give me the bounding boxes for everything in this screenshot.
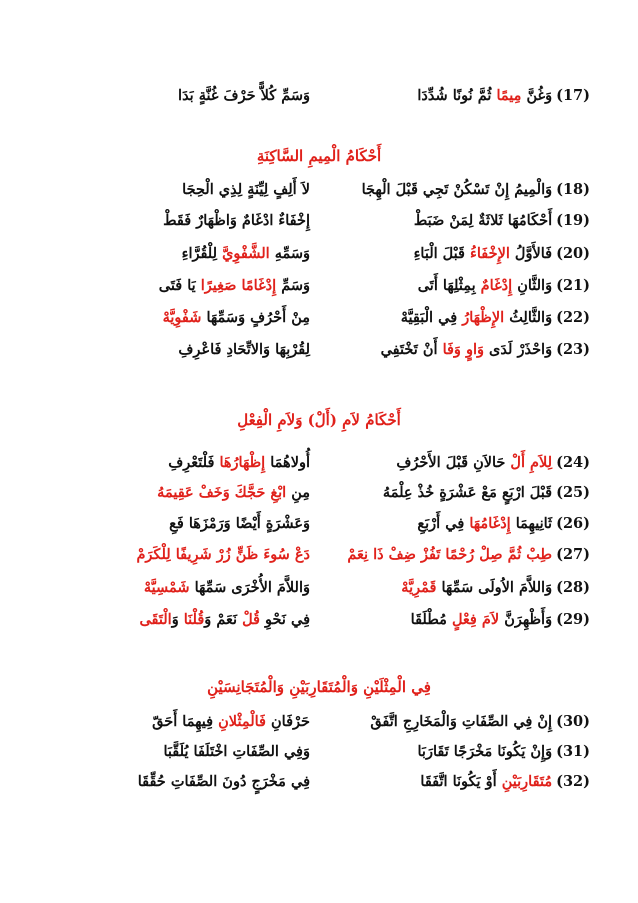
verse-text: يَا فَتَى [158,277,201,294]
verse-text: بِمِثْلِهَا أَتَى [417,277,481,294]
verse-number: (19) [556,212,590,229]
verse-18-first-half [325,180,590,200]
verse-27-second-half [48,545,310,565]
verse-highlight: وَاوٍ وَفَا [442,341,484,358]
verse-31-second-half: وَفِي الصِّفَاتِ اخْتَلَفَا يُلَقَّبَا [163,743,310,760]
verse-31-first-half [325,742,590,762]
verse-highlight: قُلْنَا [183,611,205,628]
verse-highlight: مُتَقَارِبَيْنِ [501,773,553,790]
verse-text: حَالاَنِ قَبْلَ الأَحْرُفِ [396,454,511,471]
verse-highlight: فَالْمِثْلانِ [218,713,266,730]
verse-text: مِنْ أَحْرُفٍ وَسَمِّهَا [201,309,310,326]
section-title-lam-al: أَحْكَامُ لاَمِ (أَلْ) وَلاَمِ الْفِعْلِ [237,411,401,429]
verse-text: وَغُنَّ [521,87,553,104]
verse-highlight: الإِظْهَارُ [462,309,505,326]
verse-text: وَأَظْهِرَنَّ [499,611,553,628]
verse-text: ثَانِيهِمَا [510,515,553,532]
verse-highlight: قُلْ [242,611,260,628]
verse-highlight: قَمْرِيَّهْ [401,579,437,596]
verse-text: إِنْ فِي الصِّفَاتِ وَالْمَخَارِجِ اتَّفَقْ [370,713,553,730]
verse-text: لِلْقُرَّاءِ [181,245,223,262]
verse-highlight: لاَمَ فِعْلٍ [451,611,500,628]
verse-highlight: دَعْ سُوءَ ظَنٍّ زُرْ شَرِيفًا لِلْكَرَمْ [136,546,310,563]
verse-24-second-half [48,453,310,473]
verse-text: مِنِ [286,484,310,501]
verse-text: وَالثَّالِثُ [504,309,553,326]
verse-text: أَنْ تَخْتَفِي [380,341,443,358]
verse-number: (28) [556,579,590,596]
verse-highlight: إِدْغَامٌ [480,277,513,294]
verse-text: حَرْفَانِ [265,713,310,730]
verse-19-first-half [325,211,590,231]
verse-text: ثُمَّ نُونًا شُدِّدَا [417,87,497,104]
verse-highlight: شَفْوِيَّهْ [162,309,202,326]
verse-number: (21) [556,277,590,294]
verse-number: (30) [556,713,590,730]
verse-text: فِي أَرْبَعِ [417,515,470,532]
verse-number: (29) [556,611,590,628]
verse-27-first-half [325,545,590,565]
verse-number: (31) [556,743,590,760]
verse-number: (23) [556,341,590,358]
verse-highlight: الشَّفْوِيَّ [222,245,270,262]
verse-22-second-half [48,308,310,328]
verse-21-first-half [325,276,590,296]
verse-30-first-half [325,712,590,732]
verse-23-first-half [325,340,590,360]
verse-28-second-half [48,578,310,598]
verse-26-second-half: وَعَشْرَةٍ أَيْضًا وَرَمْزَهَا فَعِ [169,515,310,532]
verse-text: قَبْلَ ارْبَعٍ مَعْ عَشْرَةٍ خُذْ عِلْمَهُ [382,484,553,501]
verse-number: (17) [556,87,590,104]
verse-text: فِي نَحْوِ [260,611,310,628]
verse-23-second-half: لِقُرْبِهَا وَالاتِّحَادِ فَاعْرِفِ [178,341,310,358]
verse-highlight: لِلاَمِ أَلْ [510,454,553,471]
verse-text: أَوْ يَكُونَا اتَّفَقَا [420,773,502,790]
verse-number: (20) [556,245,590,262]
verse-text: أَحْكَامُهَا ثَلاثَةٌ لِمَنْ ضَبَطْ [413,212,553,229]
verse-17-second-half: وَسَمِّ كُلاًّ حَرْفَ غُنَّةٍ بَدَا [178,87,310,104]
verse-highlight: طِبْ ثُمَّ صِلْ رُحْمًا تَفُزْ ضِفْ ذَا نِعَمْ [347,546,553,563]
verse-highlight: الإِخْفَاءُ [470,245,510,262]
verse-number: (26) [556,515,590,532]
verse-text: فَلْتَعْرِفِ [168,454,220,471]
verse-number: (24) [556,454,590,471]
verse-highlight: الْتَقَى [139,611,172,628]
section-title-mithlayn: فِي الْمِثْلَيْنِ وَالْمُتَقَارِبَيْنِ وَالْمُتَجَانِسَيْنِ [207,678,431,696]
verse-25-second-half [48,483,310,503]
verse-text: مُطْلَقَا [410,611,452,628]
verse-32-second-half: فِي مَخْرَجٍ دُونَ الصِّفَاتِ حُقِّقَا [137,773,310,790]
verse-highlight: إِدْغَامُهَا [469,515,511,532]
verse-highlight: إِدْغَامًا صَغِيرًا [200,277,277,294]
verse-number: (25) [556,484,590,501]
verse-highlight: إِظْهَارُهَا [219,454,266,471]
verse-25-first-half [325,483,590,503]
verse-text: وَسَمِّهِ [269,245,310,262]
verse-highlight: مِيمًا [496,87,522,104]
verse-20-second-half [48,244,310,264]
verse-text: وَالْمِيمُ إِنْ تَسْكُنْ تَجِي قَبْلَ الْهِجَا [361,181,553,198]
verse-30-second-half [48,712,310,732]
verse-text: فِي الْبَقِيَّهْ [400,309,463,326]
section-title-meem-sakinah: أَحْكَامُ الْمِيمِ السَّاكِنَةِ [256,147,382,165]
verse-text: وَالثَّانِ [512,277,553,294]
verse-text: وَإِنْ يَكُونَا مَخْرَجًا تَقَارَبَا [417,743,553,760]
verse-text: وَسَمِّ [276,277,310,294]
verse-highlight: شَمْسِيَّهْ [143,579,190,596]
verse-32-first-half [325,772,590,792]
verse-number: (27) [556,546,590,563]
verse-28-first-half [325,578,590,598]
verse-highlight: ابْغِ حَجَّكَ وَخَفْ عَقِيمَهُ [157,484,287,501]
verse-text: وَ [171,611,184,628]
verse-text: قَبْلَ الْبَاءِ [413,245,471,262]
verse-17-first-half [325,86,590,106]
verse-21-second-half [48,276,310,296]
verse-20-first-half [325,244,590,264]
verse-number: (18) [556,181,590,198]
verse-text: فِيهِمَا أَحَقّ [152,713,219,730]
verse-19-second-half: إِخْفَاءٌ ادْغَامٌ وَاظْهَارٌ فَقَطْ [163,212,310,229]
verse-text: وَاللاَّمَ الأُخْرَى سَمِّهَا [189,579,310,596]
verse-text: وَاحْذَرْ لَدَى [484,341,553,358]
verse-29-second-half [48,610,310,630]
verse-number: (32) [556,773,590,790]
verse-text: فَالأَوَّلُ [509,245,553,262]
verse-18-second-half: لاَ أَلِفٍ لِيِّنَةٍ لِذِي الْحِجَا [182,181,310,198]
verse-26-first-half [325,514,590,534]
verse-22-first-half [325,308,590,328]
verse-24-first-half [325,453,590,473]
verse-text: وَاللاَّمَ الاُولَى سَمِّهَا [436,579,553,596]
verse-text: نَعَمْ وَ [204,611,243,628]
verse-text: أُولاهُمَا [265,454,310,471]
verse-29-first-half [325,610,590,630]
verse-number: (22) [556,309,590,326]
